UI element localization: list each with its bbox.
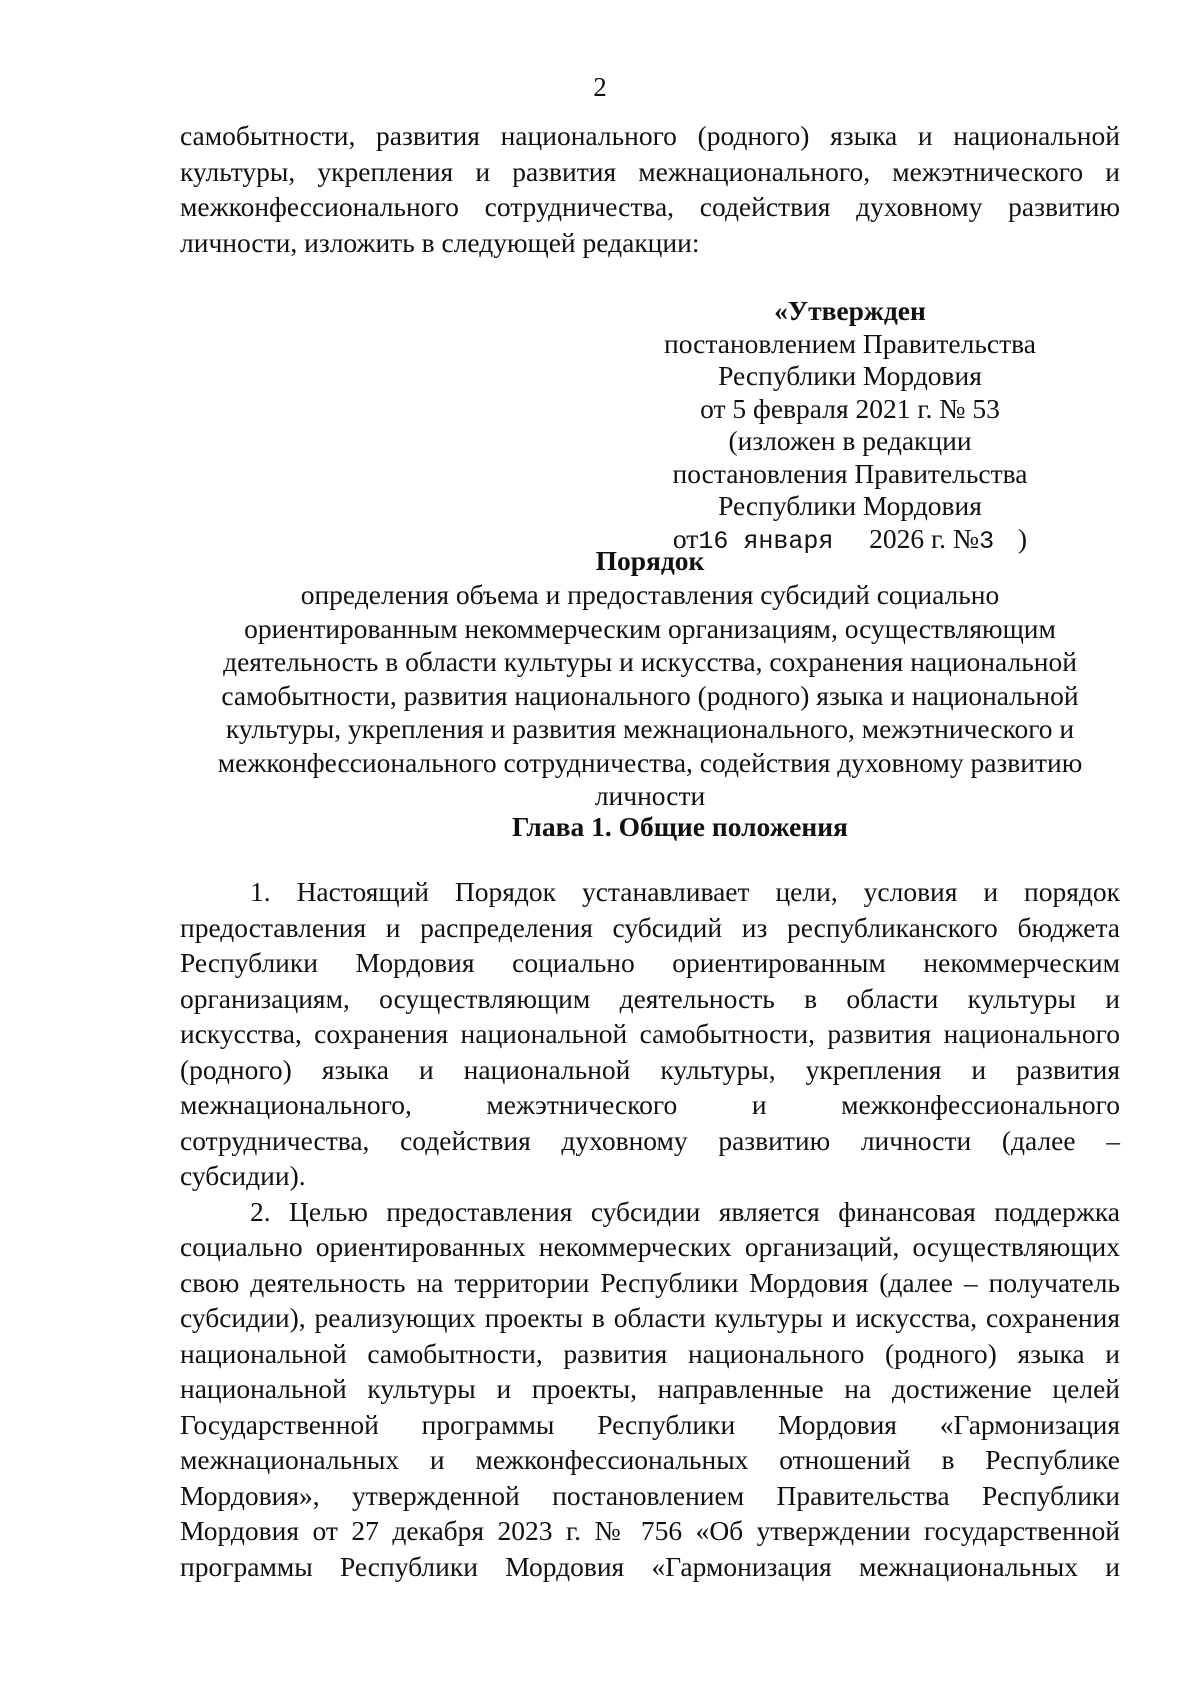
paragraph-2-line: субсидии), реализующих проекты в области культуры и искусства, сохранения (180, 1302, 1120, 1333)
paragraph-1-line: межнационального, межэтнического и межконфессионального (180, 1089, 1120, 1120)
approval-block (580, 295, 1120, 558)
paragraph-2-line: социально ориентированных некоммерческих организаций, осуществляющих (180, 1231, 1120, 1262)
approval-line: (изложен в редакции (728, 425, 972, 456)
paragraph-2-line: 2. Целью предоставления субсидии является финансовая поддержка (250, 1195, 1120, 1227)
paragraph-2-line: программы Республики Мордовия «Гармонизация межнациональных и (180, 1550, 1120, 1582)
paragraph-2-line: межнациональных и межконфессиональных отношений в Республике (180, 1444, 1120, 1475)
intro-line: личности, изложить в следующей редакции: (180, 226, 700, 258)
paragraph-2-line: Мордовия», утвержденной постановлением Правительства Республики (180, 1479, 1120, 1511)
paragraph-2-line: Мордовия от 27 декабря 2023 г. № 756 «Об утверждении государственной (180, 1515, 1120, 1546)
paragraph-2-line: Государственной программы Республики Мордовия «Гармонизация (180, 1408, 1120, 1440)
order-subtitle-line: межконфессионального сотрудничества, содействия духовному развитию (217, 746, 1083, 778)
order-subtitle-line: культуры, укрепления и развития межнационального, межэтнического и (225, 713, 1075, 744)
approval-line: Республики Мордовия (718, 360, 982, 391)
order-subtitle-line: личности (594, 780, 706, 811)
paragraph-1-line: субсидии). (180, 1160, 306, 1191)
order-subtitle-line: определения объема и предоставления субсидий социально (300, 579, 1000, 610)
intro-line: самобытности, развития национального (родного) языка и национальной (180, 120, 1120, 151)
chapter-heading: Глава 1. Общие положения (512, 811, 848, 842)
paragraph-1-line: организациям, осуществляющим деятельность в области культуры и (180, 982, 1120, 1014)
approval-title: «Утвержден (774, 295, 926, 326)
intro-line: культуры, укрепления и развития межнационального, межэтнического и (180, 155, 1120, 187)
approval-line: постановлением Правительства (664, 327, 1036, 359)
order-subtitle-line: деятельность в области культуры и искусства, сохранения национальной (223, 646, 1077, 677)
paragraph-1-line: (родного) языка и национальной культуры, укрепления и развития (180, 1053, 1120, 1085)
paragraph-2-line: национальной самобытности, развития национального (родного) языка и (180, 1337, 1120, 1369)
paragraph-2-line: национальной культуры и проекты, направленные на достижение целей (180, 1373, 1120, 1404)
intro-line: межконфессионального сотрудничества, содействия духовному развитию (180, 191, 1120, 222)
approval-date-prefix: от (672, 522, 699, 554)
paragraph-1-line: сотрудничества, содействия духовному развитию личности (далее – (180, 1124, 1120, 1156)
order-title: Порядок (595, 545, 705, 576)
paragraph-1-line: искусства, сохранения национальной самобытности, развития национального (180, 1018, 1120, 1049)
approval-line: Республики Мордовия (718, 490, 982, 521)
order-subtitle (180, 578, 1120, 813)
order-subtitle-line: ориентированным некоммерческим организациям, осуществляющим (244, 612, 1056, 644)
order-subtitle-line: самобытности, развития национального (родного) языка и национальной (221, 679, 1079, 711)
paragraph-1-line: 1. Настоящий Порядок устанавливает цели, условия и порядок (250, 876, 1120, 907)
paragraph-1-line: предоставления и распределения субсидий из республиканского бюджета (180, 911, 1120, 943)
approval-date-close: ) (1017, 522, 1028, 554)
approval-date-day-month: 16 января (698, 526, 834, 556)
approval-line: от 5 февраля 2021 г. № 53 (700, 392, 1000, 424)
page-number: 2 (593, 72, 607, 102)
paragraph-1-line: Республики Мордовия социально ориентированным некоммерческим (180, 947, 1120, 978)
approval-date-number: 3 (979, 526, 995, 556)
approval-date-year: 2026 г. № (869, 522, 980, 554)
approval-line: постановления Правительства (672, 457, 1028, 489)
paragraph-2-line: свою деятельность на территории Республики Мордовия (далее – получатель (180, 1266, 1120, 1298)
